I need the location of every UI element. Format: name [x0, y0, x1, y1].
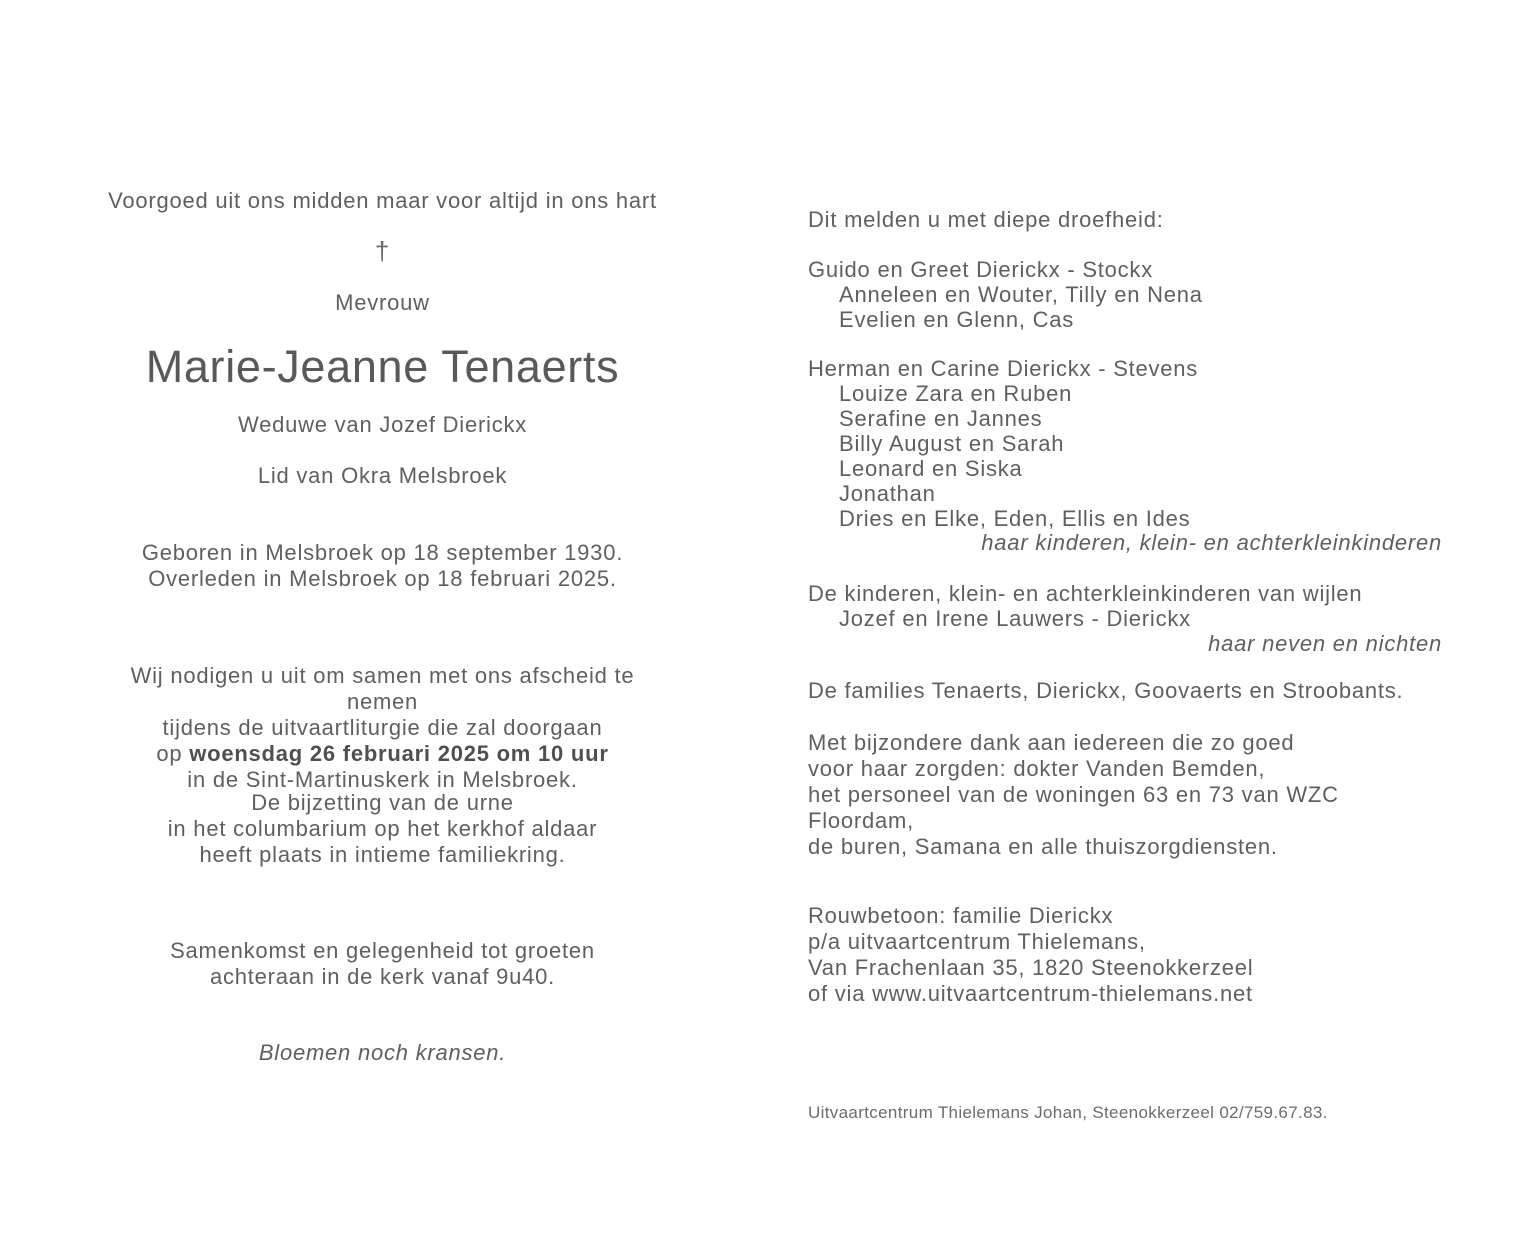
invitation-line2: tijdens de uitvaartliturgie die zal doorgaan — [162, 715, 603, 740]
family-group-3 — [808, 581, 1442, 631]
family-group-1 — [808, 257, 1442, 332]
family3-head: De kinderen, klein- en achterkleinkinderen van wijlen — [808, 581, 1363, 606]
invitation-line1: Wij nodigen u uit om samen met ons afscheid te nemen — [130, 663, 635, 714]
family2-children — [808, 381, 1442, 531]
born-line: Geboren in Melsbroek op 18 september 1930. — [141, 540, 624, 565]
thanks-paragraph — [808, 730, 1442, 860]
life-dates — [95, 540, 670, 592]
cross-icon: † — [374, 236, 391, 266]
funeral-home-footer: Uitvaartcentrum Thielemans Johan, Steenokkerzeel 02/759.67.83. — [808, 1103, 1328, 1122]
family1-child: Evelien en Glenn, Cas — [839, 307, 1075, 332]
widow-line: Weduwe van Jozef Dierickx — [237, 412, 528, 437]
urn-line2: in het columbarium op het kerkhof aldaar — [167, 816, 598, 841]
gathering-paragraph — [95, 938, 670, 990]
condolences-line2: p/a uitvaartcentrum Thielemans, — [808, 929, 1146, 954]
urn-line3: heeft plaats in intieme familiekring. — [199, 842, 566, 867]
invitation-line3-prefix: op — [156, 741, 190, 766]
flowers-line: Bloemen noch kransen. — [258, 1040, 507, 1065]
family1-children — [808, 282, 1442, 332]
deceased-name: Marie-Jeanne Tenaerts — [145, 341, 620, 392]
family2-child: Billy August en Sarah — [839, 431, 1065, 456]
died-line: Overleden in Melsbroek op 18 februari 2025. — [148, 566, 617, 591]
gathering-line1: Samenkomst en gelegenheid tot groeten — [170, 938, 595, 963]
thanks-line3: het personeel van de woningen 63 en 73 van WZC Floordam, — [808, 782, 1339, 833]
family2-child: Serafine en Jannes — [839, 406, 1043, 431]
family2-child: Dries en Elke, Eden, Ellis en Ides — [839, 506, 1191, 531]
announcement-line: Dit melden u met diepe droefheid: — [808, 207, 1164, 232]
condolences-website: of via www.uitvaartcentrum-thielemans.net — [808, 981, 1253, 1006]
thanks-line4: de buren, Samana en alle thuiszorgdiensten. — [808, 834, 1278, 859]
invitation-line3 — [95, 741, 670, 767]
family3-child: Jozef en Irene Lauwers - Dierickx — [839, 606, 1191, 631]
thanks-line1: Met bijzondere dank aan iedereen die zo goed — [808, 730, 1295, 755]
membership-line: Lid van Okra Melsbroek — [257, 463, 508, 488]
salutation: Mevrouw — [335, 290, 430, 315]
urn-line1: De bijzetting van de urne — [251, 790, 514, 815]
family2-child: Louize Zara en Ruben — [839, 381, 1073, 406]
relation-children-line: haar kinderen, klein- en achterkleinkinderen — [981, 530, 1442, 555]
gathering-line2: achteraan in de kerk vanaf 9u40. — [209, 964, 556, 989]
family2-head: Herman en Carine Dierickx - Stevens — [808, 356, 1199, 381]
family-group-2 — [808, 356, 1442, 531]
condolences-line3: Van Frachenlaan 35, 1820 Steenokkerzeel — [808, 955, 1254, 980]
family2-child: Jonathan — [839, 481, 936, 506]
invitation-line4: in de Sint-Martinuskerk in Melsbroek. — [187, 767, 578, 792]
condolences-paragraph — [808, 903, 1442, 1007]
funeral-date-bold: woensdag 26 februari 2025 om 10 uur — [189, 741, 609, 766]
epigraph: Voorgoed uit ons midden maar voor altijd in ons hart — [108, 188, 657, 213]
condolences-line1: Rouwbetoon: familie Dierickx — [808, 903, 1114, 928]
invitation-paragraph — [95, 663, 670, 793]
thanks-line2: voor haar zorgden: dokter Vanden Bemden, — [808, 756, 1266, 781]
family2-child: Leonard en Siska — [839, 456, 1023, 481]
urn-paragraph — [95, 790, 670, 868]
family1-child: Anneleen en Wouter, Tilly en Nena — [839, 282, 1203, 307]
families-line: De families Tenaerts, Dierickx, Goovaerts en Stroobants. — [808, 678, 1404, 703]
family1-head: Guido en Greet Dierickx - Stockx — [808, 257, 1153, 282]
relation-cousins-line: haar neven en nichten — [1208, 631, 1442, 656]
